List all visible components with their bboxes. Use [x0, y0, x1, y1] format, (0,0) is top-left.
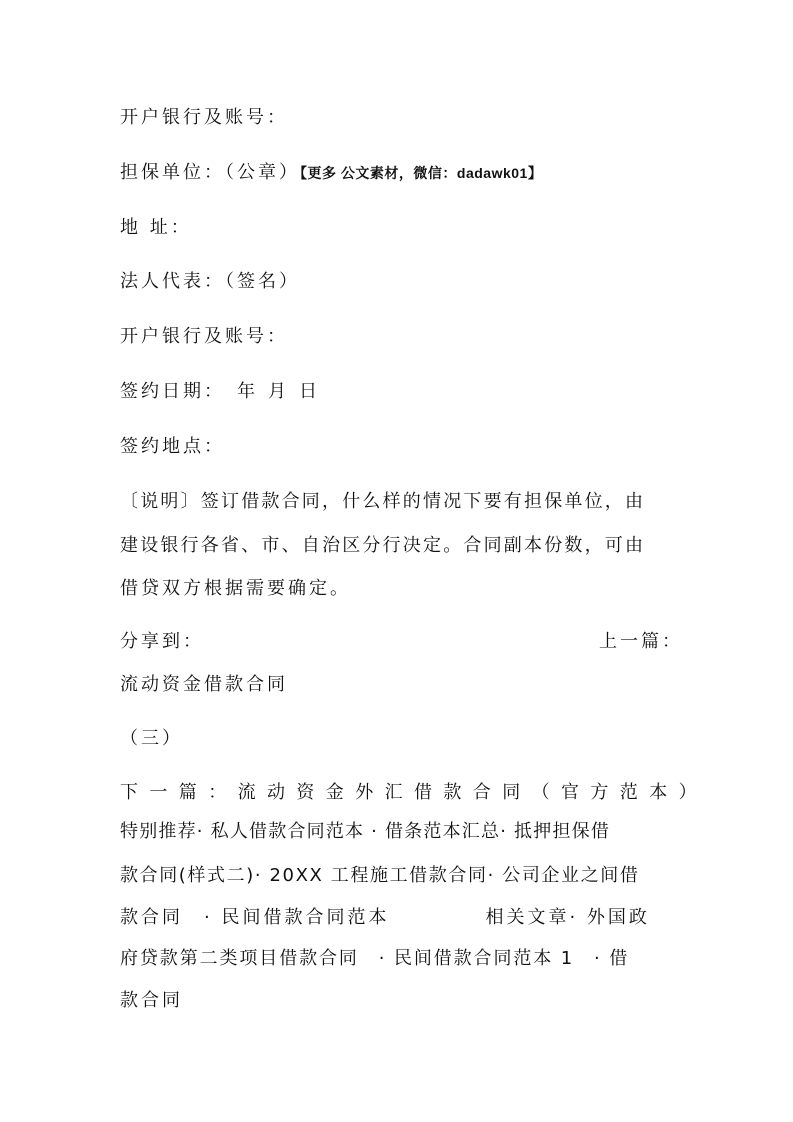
related-line-5[interactable]: 款合同 [120, 990, 183, 1011]
prev-article-title[interactable]: 流动资金借款合同 [120, 674, 288, 695]
sign-date-line [120, 380, 320, 404]
note-line-3: 借贷双方根据需要确定。 [120, 578, 351, 599]
related-line-2[interactable]: 款合同(样式二)· 20XX 工程施工借款合同· 公司企业之间借 [120, 865, 640, 886]
guarantor-note: 【更多 公文素材，微信：dadawk01】 [300, 165, 543, 181]
bank-account-line-2: 开户银行及账号： [120, 326, 288, 347]
prev-article-label: 上一篇： [599, 631, 683, 652]
guarantor-label: 担保单位：（公章） [120, 162, 300, 183]
bank-account-line-1: 开户银行及账号： [120, 107, 288, 128]
related-link-contract[interactable]: 款合同 · 民间借款合同范本 [120, 907, 390, 928]
related-line-4[interactable]: 府贷款第二类项目借款合同 · 民间借款合同范本 1 · 借 [120, 948, 630, 969]
sign-date-year: 年 [237, 381, 258, 402]
related-articles-label[interactable]: 相关文章· 外国政 [485, 907, 650, 928]
sign-date-month: 月 [268, 381, 289, 402]
sign-date-label: 签约日期： [120, 381, 225, 402]
guarantor-line [120, 161, 542, 185]
sign-date-day: 日 [299, 381, 320, 402]
related-line-1[interactable]: 特别推荐· 私人借款合同范本 · 借条范本汇总· 抵押担保借 [120, 821, 611, 842]
related-line-3 [120, 906, 650, 930]
note-line-2: 建设银行各省、市、自治区分行决定。合同副本份数，可由 [120, 535, 646, 556]
share-to-label: 分享到： [120, 631, 204, 652]
sign-place-line: 签约地点： [120, 436, 225, 457]
legal-rep-line: 法人代表：（签名） [120, 271, 300, 292]
note-line-1: 〔说明〕签订借款合同，什么样的情况下要有担保单位，由 [120, 491, 646, 512]
address-line: 地 址： [120, 217, 192, 238]
next-article-line[interactable]: 下一篇：流动资金外汇借款合同（官方范本） [120, 782, 708, 803]
prev-article-part: （三） [120, 728, 183, 749]
